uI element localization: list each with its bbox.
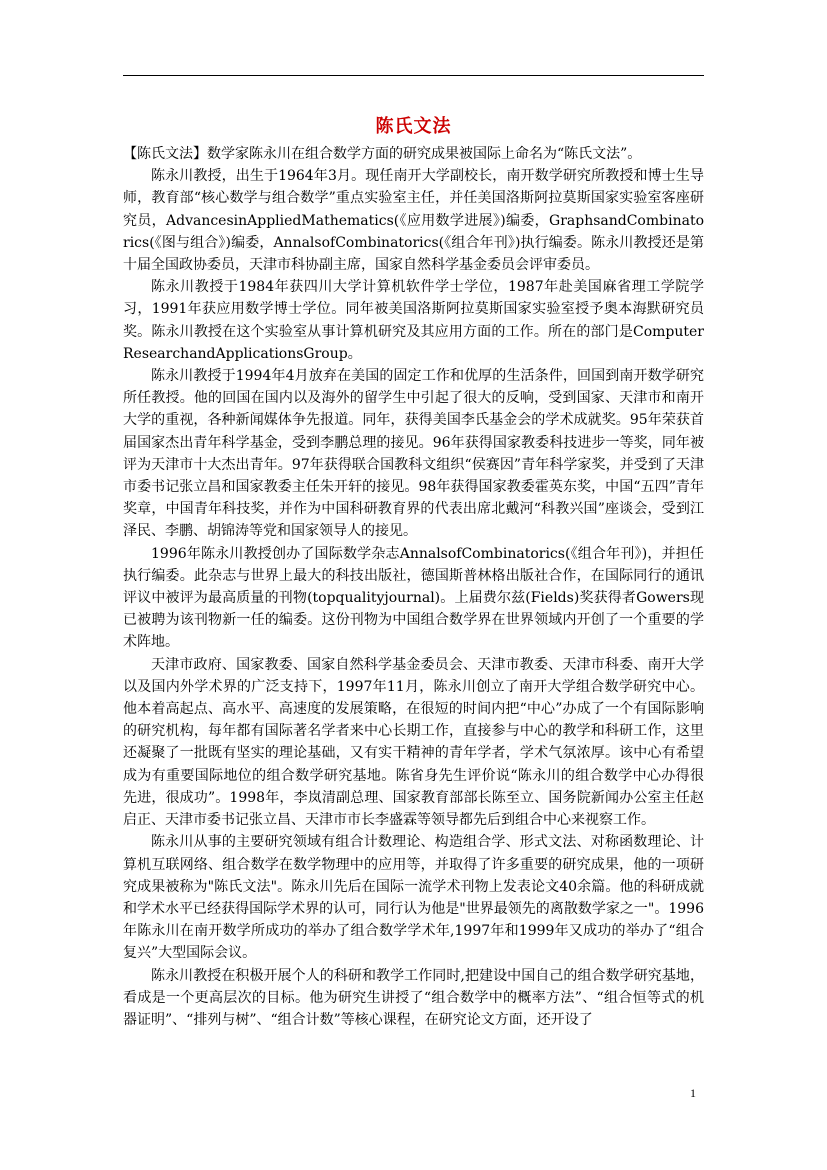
paragraph: 1996年陈永川教授创办了国际数学杂志AnnalsofCombinatorics(《组合年刊》)，并担任执行编委。此杂志与世界上最大的科技出版社，德国斯普林格出版社合作，在国际同行的通讯评议中被评为最高质量的刊物(topqualityjournal)。上届费尔兹(Fields)奖获得者Gowers现已被聘为该刊物新一任的编委。这份刊物为中国组合数学界在世界领域内开创了一个重要的学术阵地。 <box>123 545 704 651</box>
paragraph: 陈永川教授于1984年获四川大学计算机软件学士学位，1987年赴美国麻省理工学院学习，1991年获应用数学博士学位。同年被美国洛斯阿拉莫斯国家实验室授予奥本海默研究员奖。陈永川教授在这个实验室从事计算机研究及其应用方面的工作。所在的部门是ComputerResearchandApplicationsGroup。 <box>123 279 704 362</box>
document-title: 陈氏文法 <box>375 116 452 137</box>
paragraph: 陈永川教授在积极开展个人的科研和教学工作同时,把建设中国自己的组合数学研究基地，看成是一个更高层次的目标。他为研究生讲授了“组合数学中的概率方法”、“组合恒等式的机器证明”、“排列与树”、“组合计数”等核心课程，在研究论文方面，还开设了 <box>123 967 704 1028</box>
header-rule <box>123 75 704 76</box>
page-number: 1 <box>690 1086 696 1100</box>
paragraph-intro: 【陈氏文法】数学家陈永川在组合数学方面的研究成果被国际上命名为“陈氏文法”。 <box>123 146 642 162</box>
paragraph: 天津市政府、国家教委、国家自然科学基金委员会、天津市教委、天津市科委、南开大学以及国内外学术界的广泛支持下，1997年11月，陈永川创立了南开大学组合数学研究中心。他本着高起点、高水平、高速度的发展策略，在很短的时间内把“中心”办成了一个有国际影响的研究机构，每年都有国际著名学者来中心长期工作，直接参与中心的教学和科研工作，这里还凝聚了一批既有坚实的理论基础，又有实干精神的青年学者，学术气氛浓厚。该中心有希望成为有重要国际地位的组合数学研究基地。陈省身先生评价说“陈永川的组合数学中心办得很先进，很成功”。1998年，李岚清副总理、国家教育部部长陈至立、国务院新闻办公室主任赵启正、天津市委书记张立昌、天津市市长李盛霖等领导都先后到组合中心来视察工作。 <box>123 656 704 829</box>
paragraph: 陈永川教授，出生于1964年3月。现任南开大学副校长，南开数学研究所教授和博士生导师，教育部“核心数学与组合数学”重点实验室主任，并任美国洛斯阿拉莫斯国家实验室客座研究员，AdvancesinAppliedMathematics(《应用数学进展》)编委，GraphsandCombinatorics(《图与组合》)编委，AnnalsofCombinatorics(《组合年刊》)执行编委。陈永川教授还是第十届全国政协委员，天津市科协副主席，国家自然科学基金委员会评审委员。 <box>123 168 704 274</box>
paragraph: 陈永川从事的主要研究领域有组合计数理论、构造组合学、形式文法、对称函数理论、计算机互联网络、组合数学在数学物理中的应用等，并取得了许多重要的研究成果，他的一项研究成果被称为"陈氏文法"。陈永川先后在国际一流学术刊物上发表论文40余篇。他的科研成就和学术水平已经获得国际学术界的认可，同行认为他是"世界最领先的离散数学家之一"。1996年陈永川在南开数学所成功的举办了组合数学学术年,1997年和1999年又成功的举办了“组合复兴”大型国际会议。 <box>123 834 704 962</box>
document-body <box>123 143 704 1031</box>
paragraph: 陈永川教授于1994年4月放弃在美国的固定工作和优厚的生活条件，回国到南开数学研究所任教授。他的回国在国内以及海外的留学生中引起了很大的反响，受到国家、天津市和南开大学的重视，各种新闻媒体争先报道。同年，获得美国李氏基金会的学术成就奖。95年荣获首届国家杰出青年科学基金，受到李鹏总理的接见。96年获得国家教委科技进步一等奖，同年被评为天津市十大杰出青年。97年获得联合国教科文组织“侯赛因”青年科学家奖，并受到了天津市委书记张立昌和国家教委主任朱开轩的接见。98年获得国家教委霍英东奖，中国“五四”青年奖章，中国青年科技奖，并作为中国科研教育界的代表出席北戴河“科教兴国”座谈会，受到江泽民、李鹏、胡锦涛等党和国家领导人的接见。 <box>123 368 704 540</box>
